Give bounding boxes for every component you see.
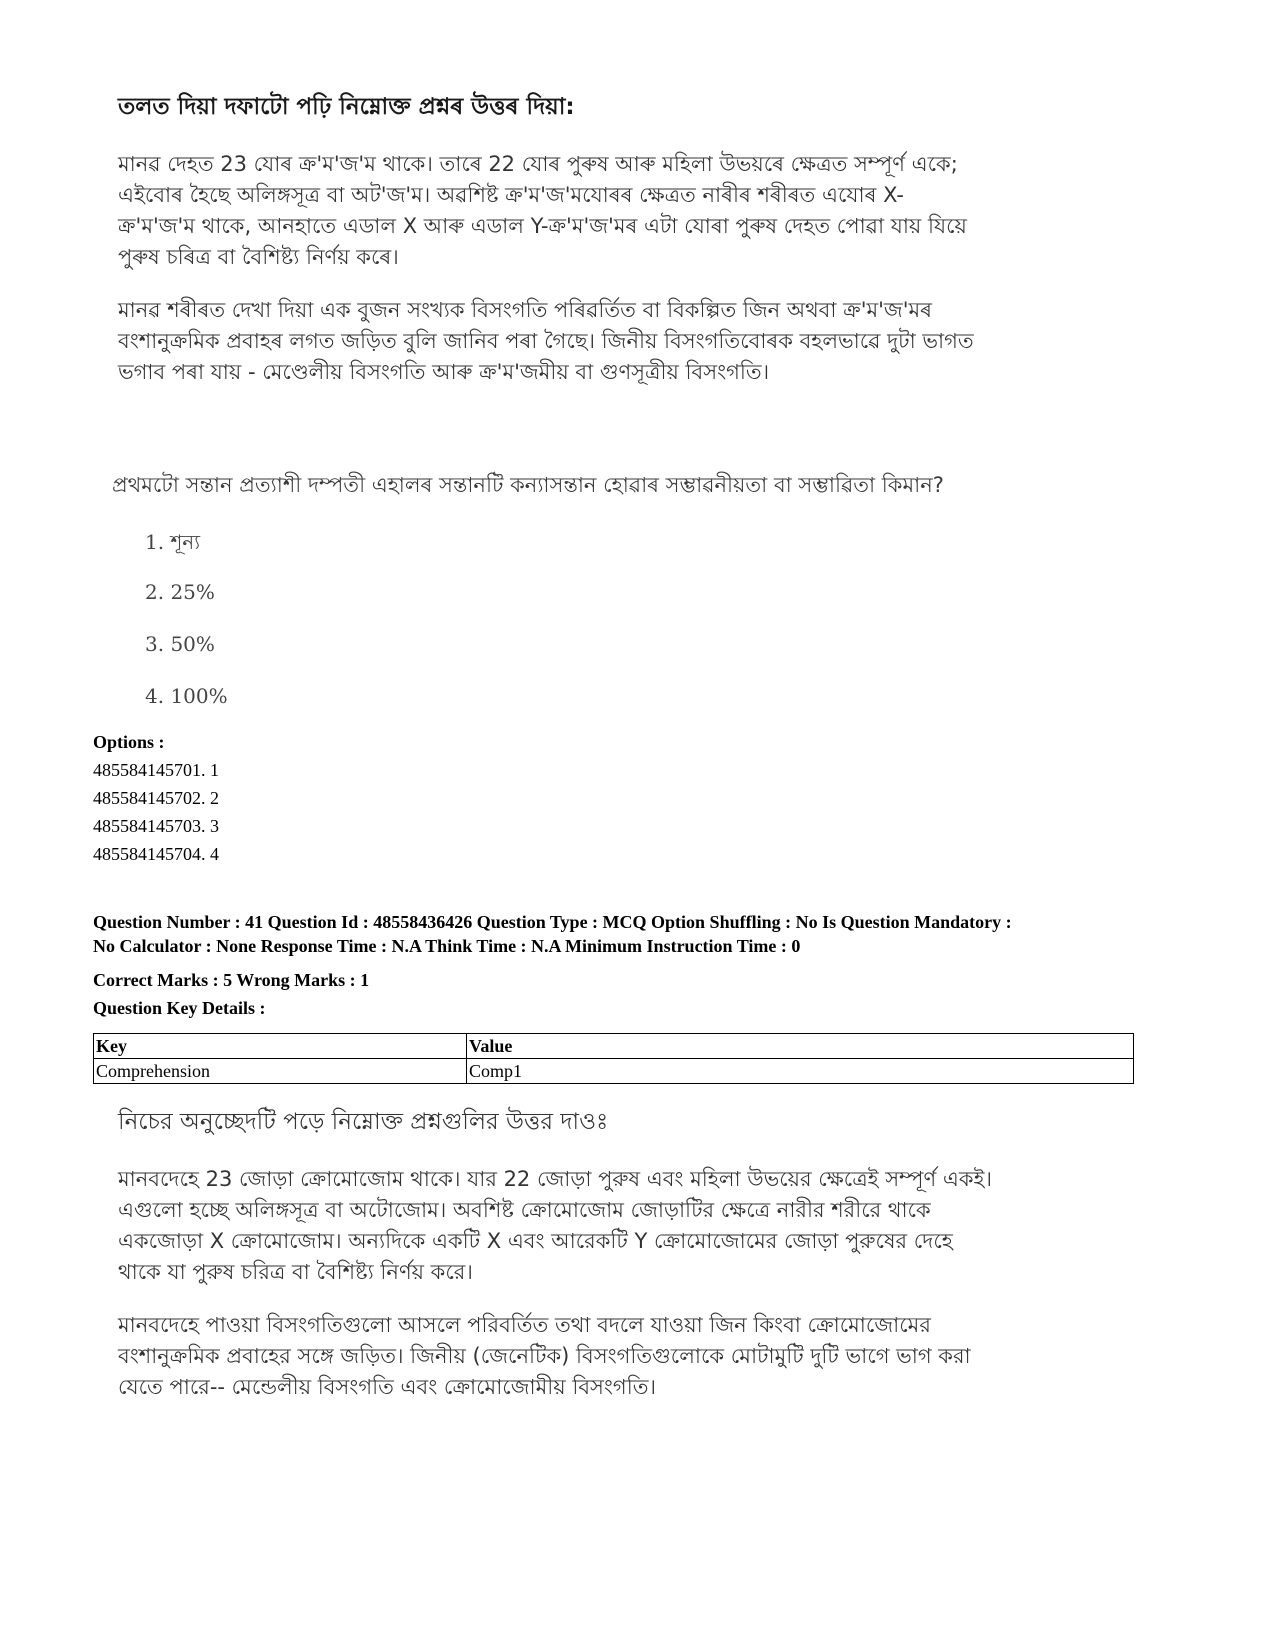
question-meta-line: No Calculator : None Response Time : N.A Think Time : N.A Minimum Instruction Time : 0 [93,936,801,956]
option-id: 485584145703. 3 [93,816,219,836]
question-text: প্ৰথমটো সন্তান প্ৰত্যাশী দম্পতী এহালৰ সন্তানটি কন্যাসন্তান হোৱাৰ সম্ভাৱনীয়তা বা সম্ভাৱিতা কিমান? [112,473,944,497]
table-header: Key [94,1034,467,1059]
comprehension-para-line: এইবোৰ হৈছে অলিঙ্গসূত্ৰ বা অট'জ'ম। অৱশিষ্ট ক্ৰ'ম'জ'মযোৰৰ ক্ষেত্ৰত নাৰীৰ শৰীৰত এযোৰ X- [118,183,904,207]
comprehension-heading: নিচের অনুচ্ছেদটি পড়ে নিম্নোক্ত প্রশ্নগুলির উত্তর দাওঃ [118,1109,609,1135]
table-cell: Comprehension [94,1059,467,1084]
question-meta [93,910,1012,958]
comprehension-para-line: থাকে যা পুরুষ চরিত্র বা বৈশিষ্ট্য নির্ণয় করে। [118,1260,473,1284]
comprehension-heading: তলত দিয়া দফাটো পঢ়ি নিম্নোক্ত প্ৰশ্নৰ উত্তৰ দিয়া: [118,94,575,120]
option-id: 485584145701. 1 [93,760,219,780]
marks-line: Correct Marks : 5 Wrong Marks : 1 [93,970,370,990]
table-row [94,1059,1134,1084]
comprehension-para-line: যেতে পারে-- মেন্ডেলীয় বিসংগতি এবং ক্রোমোজোমীয় বিসংগতি। [118,1375,656,1399]
choice-item: 4. 100% [145,684,228,708]
choice-item: 1. শূন্য [145,530,201,554]
comprehension-para-line: মানবদেহে 23 জোড়া ক্রোমোজোম থাকে। যার 22 জোড়া পুরুষ এবং মহিলা উভয়ের ক্ষেত্রেই সম্পূর্ণ একই। [118,1167,992,1191]
key-details-table [93,1033,1134,1084]
table-cell: Comp1 [467,1059,1134,1084]
comprehension-para-line: ক্ৰ'ম'জ'ম থাকে, আনহাতে এডাল X আৰু এডাল Y-ক্ৰ'ম'জ'মৰ এটা যোৰা পুৰুষ দেহত পোৱা যায় যিয়ে [118,214,967,238]
comprehension-assamese [118,88,1138,388]
comprehension-bengali [118,1103,1138,1403]
comprehension-para-line: একজোড়া X ক্রোমোজোম। অন্যদিকে একটি X এবং আরেকটি Y ক্রোমোজোমের জোড়া পুরুষের দেহে [118,1229,953,1253]
comprehension-para-line: মানৱ শৰীৰত দেখা দিয়া এক বুজন সংখ্যক বিসংগতি পৰিৱৰ্তিত বা বিকল্পিত জিন অথবা ক্ৰ'ম'জ'মৰ [118,298,932,322]
comprehension-para-line: বংশানুক্ৰমিক প্ৰবাহৰ লগত জড়িত বুলি জানিব পৰা গৈছে। জিনীয় বিসংগতিবোৰক বহলভাৱে দুটা ভাগত [118,329,974,353]
comprehension-para-line: বংশানুক্রমিক প্রবাহের সঙ্গে জড়িত। জিনীয় (জেনেটিক) বিসংগতিগুলোকে মোটামুটি দুটি ভাগে ভাগ করা [118,1344,971,1368]
option-id: 485584145704. 4 [93,844,219,864]
key-details-label: Question Key Details : [93,998,266,1018]
table-header-row [94,1034,1134,1059]
comprehension-para-line: এগুলো হচ্ছে অলিঙ্গসূত্র বা অটোজোম। অবশিষ্ট ক্রোমোজোম জোড়াটির ক্ষেত্রে নারীর শরীরে থাকে [118,1198,931,1222]
choice-item: 2. 25% [145,580,215,604]
comprehension-para-line: মানৱ দেহত 23 যোৰ ক্ৰ'ম'জ'ম থাকে। তাৰে 22 যোৰ পুৰুষ আৰু মহিলা উভয়ৰে ক্ষেত্ৰত সম্পূৰ্ণ একে; [118,152,958,176]
comprehension-para-line: মানবদেহে পাওয়া বিসংগতিগুলো আসলে পরিবর্তিত তথা বদলে যাওয়া জিন কিংবা ক্রোমোজোমের [118,1313,931,1337]
comprehension-para-line: ভগাব পৰা যায় - মেণ্ডেলীয় বিসংগতি আৰু ক্ৰ'ম'জমীয় বা গুণসূত্ৰীয় বিসংগতি। [118,360,770,384]
question-meta-line: Question Number : 41 Question Id : 48558436426 Question Type : MCQ Option Shuffling : No Is Question Mandatory : [93,912,1012,932]
comprehension-para-line: পুৰুষ চৰিত্ৰ বা বৈশিষ্ট্য নিৰ্ণয় কৰে। [118,245,399,269]
option-id: 485584145702. 2 [93,788,219,808]
choice-item: 3. 50% [145,632,215,656]
options-label: Options : [93,732,165,752]
table-header: Value [467,1034,1134,1059]
